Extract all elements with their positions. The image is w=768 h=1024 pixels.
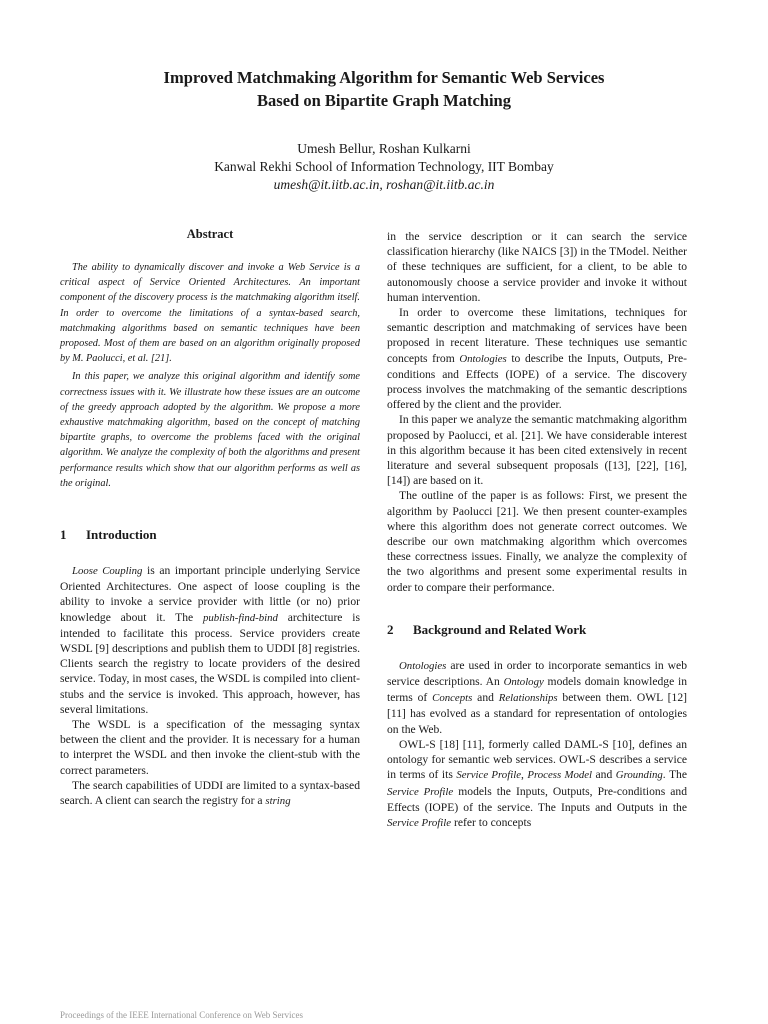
left-column (60, 227, 360, 809)
text-run: architecture is intended to facilitate this process. Service providers create WSDL [9] descriptions and publish them to UDDI [8] registries. Clients search the registry to locate providers of the desired service. Today, in most cases, the WSDL is compiled into client-stubs and the service is invoked. This approach, however, has several limitations. (60, 610, 360, 716)
section-title: Background and Related Work (413, 621, 587, 637)
emphasis-term: Loose Coupling (72, 565, 143, 578)
text-run: refer to concepts (451, 815, 532, 829)
right-column (387, 229, 687, 831)
section-number: 1 (60, 527, 67, 543)
intro-paragraph-1 (60, 563, 360, 717)
emphasis-term: Process Model (527, 769, 593, 782)
text-run: to describe the Inputs, Outputs, Pre-conditions and Effects (IOPE) of a service. The discovery process involves the matchmaking of the semantic descriptions offered by the client and the provider. (387, 351, 687, 412)
emphasis-term: Ontology (503, 676, 544, 689)
intro-paragraph-5 (387, 305, 687, 412)
abstract-paragraph-2: In this paper, we analyze this original algorithm and identify some correctness issues with it. We illustrate how these issues are an outcome of the greedy approach adopted by the algorithm. We propose a more exhaustive matchmaking algorithm, based on the concept of matching bipartite graphs, to overcome the problems faced with the original algorithm. We analyze the complexity of both the algorithms and present performance results which show that our algorithm performs as well as the original. (60, 371, 360, 489)
emphasis-term: Relationships (498, 692, 558, 705)
text-run: models domain knowledge in terms of (387, 675, 688, 705)
emphasis-term: Service Profile (456, 769, 521, 782)
text-run: between them. OWL [12] [11] has evolved as a standard for representation of ontologies on the Web. (387, 691, 687, 736)
emphasis-term: publish-find-bind (202, 611, 278, 624)
emphasis-term: Concepts (432, 692, 473, 705)
abstract-section (60, 227, 360, 491)
author-affiliation: Kanwal Rekhi School of Information Technology, IIT Bombay (214, 159, 554, 174)
author-block (0, 140, 768, 194)
text-run: is an important principle underlying Service Oriented Architectures. One aspect of loose coupling is the ability to invoke a service provider with little (or no) prior knowledge about it. The (60, 564, 360, 624)
intro-paragraph-2: The WSDL is a specification of the messaging syntax between the client and the provider. It is necessary for a human to interpret the WSDL and then invoke the client-stub with the correct parameters. (60, 718, 360, 777)
intro-paragraph-6: In this paper we analyze the semantic matchmaking algorithm proposed by Paolucci, et al. [21]. We have considerable interest in this algorithm because it has been cited extensively in recent literature and several subsequent proposals ([13], [22], [16], [14]) are based on it. (387, 413, 687, 488)
emphasis-term: Service Profile (387, 816, 452, 829)
section-heading-background (387, 622, 687, 638)
text-run: OWL-S [18] [11], formerly called DAML-S [10], defines an ontology for semantic web services. OWL-S describes a service in terms of its (387, 737, 687, 782)
text-run: In order to overcome these limitations, techniques for semantic description and matchmaking of services have been proposed in recent literature. These techniques use semantic concepts from (387, 306, 687, 365)
text-run: are used in order to incorporate semantics in web service descriptions. An (387, 658, 687, 689)
background-paragraph-2 (387, 737, 687, 831)
text-run: and (592, 768, 616, 782)
paper-title (0, 66, 768, 112)
abstract-paragraph-1: The ability to dynamically discover and invoke a Web Service is a critical aspect of Service Oriented Architectures. An important component of the discovery process is the matchmaking algorithm itself. In order to overcome the limitations of a syntax-based search, matchmaking algorithms based on semantic techniques have been proposed. Most of them are based on an algorithm originally proposed by M. Paolucci, et al. [21]. (60, 262, 360, 365)
emphasis-term: Ontologies (459, 352, 507, 365)
text-run: , (521, 768, 528, 782)
author-names: Umesh Bellur, Roshan Kulkarni (297, 141, 471, 156)
text-run: models the Inputs, Outputs, Pre-conditions and Effects (IOPE) of the service. The Inputs and Outputs in the (387, 784, 687, 814)
intro-paragraph-4: in the service description or it can search the service classification hierarchy (like NAICS [3]) in the TModel. Neither of these techniques are sufficient, for a client, to be able to autonomously choose a service provider and invoke it without human intervention. (387, 230, 687, 304)
section-heading-introduction (60, 527, 360, 543)
background-paragraph-1 (387, 658, 687, 737)
emphasis-term: string (265, 795, 291, 808)
intro-paragraph-3 (60, 778, 360, 809)
page-footer: Proceedings of the IEEE International Conference on Web Services (60, 1010, 304, 1020)
emphasis-term: Service Profile (387, 785, 454, 798)
abstract-heading: Abstract (186, 227, 234, 241)
title-line-2: Based on Bipartite Graph Matching (257, 91, 511, 110)
emphasis-term: Grounding (615, 769, 663, 782)
text-run: and (472, 691, 499, 705)
intro-paragraph-7: The outline of the paper is as follows: First, we present the algorithm by Paolucci [21]. We then present counter-examples where this algorithm does not generate correct outcomes. We describe our own matchmaking algorithm which overcomes these correctness issues. Finally, we analyze the complexity of the two algorithms and present some experimental results in order to compare their performance. (387, 489, 687, 594)
section-title: Introduction (86, 527, 157, 543)
author-emails: umesh@it.iitb.ac.in, roshan@it.iitb.ac.in (273, 177, 495, 192)
section-number: 2 (387, 621, 394, 637)
title-line-1: Improved Matchmaking Algorithm for Semantic Web Services (163, 68, 605, 87)
text-run: . The (662, 768, 687, 782)
text-run: The search capabilities of UDDI are limited to a syntax-based search. A client can search the registry for a (60, 778, 360, 808)
emphasis-term: Ontologies (399, 659, 447, 672)
